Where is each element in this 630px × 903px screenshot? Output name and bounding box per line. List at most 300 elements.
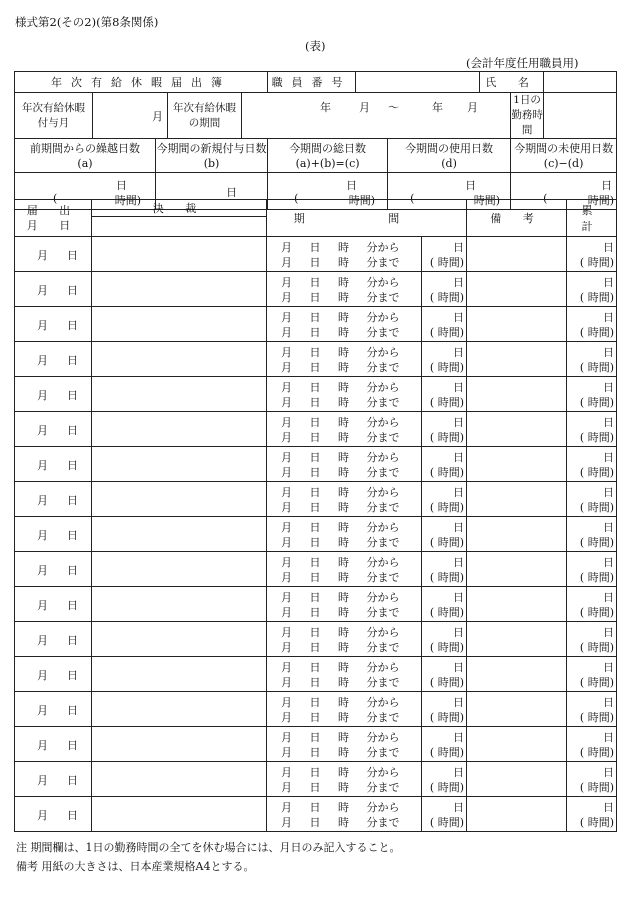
period-cell[interactable] bbox=[267, 797, 422, 832]
request-month: 月 bbox=[37, 774, 48, 787]
cumulative-days: 日 bbox=[603, 626, 614, 639]
period-cell[interactable] bbox=[267, 482, 422, 517]
period-hours: ( 時間) bbox=[429, 361, 464, 374]
cumulative-cell[interactable] bbox=[567, 622, 617, 657]
cumulative-days: 日 bbox=[603, 486, 614, 499]
period-month-1: 月 bbox=[359, 101, 370, 114]
kessai-header-label: 決 裁 bbox=[152, 202, 206, 215]
total-hours: 時間) bbox=[348, 194, 376, 207]
period-hours: ( 時間) bbox=[429, 711, 464, 724]
cumulative-days: 日 bbox=[603, 731, 614, 744]
period-days-cell[interactable] bbox=[422, 622, 467, 657]
period-from: 月 日 時 分から bbox=[281, 241, 400, 254]
employee-category-label: (会計年度任用職員用) bbox=[466, 56, 579, 70]
remarks-cell[interactable] bbox=[467, 447, 567, 482]
period-days: 日 bbox=[453, 556, 464, 569]
request-day: 日 bbox=[67, 354, 78, 367]
daily-hours-field[interactable] bbox=[544, 93, 617, 139]
request-date-cell[interactable] bbox=[15, 377, 92, 412]
bikou-header-label: 備 考 bbox=[490, 212, 543, 225]
cumulative-cell[interactable] bbox=[567, 307, 617, 342]
cumulative-days: 日 bbox=[603, 696, 614, 709]
name-label: 氏 名 bbox=[485, 76, 538, 89]
period-label-1: 年次有給休暇 bbox=[173, 101, 236, 114]
register-title: 年次有給休暇届出簿 bbox=[51, 76, 232, 89]
period-days: 日 bbox=[453, 451, 464, 464]
ledger-row bbox=[15, 482, 617, 517]
period-to: 月 日 時 分まで bbox=[281, 606, 400, 619]
period-hours: ( 時間) bbox=[429, 816, 464, 829]
remarks-cell[interactable] bbox=[467, 762, 567, 797]
name-field[interactable] bbox=[544, 72, 617, 93]
approval-cell[interactable] bbox=[92, 657, 267, 692]
ledger-row bbox=[15, 587, 617, 622]
period-hours: ( 時間) bbox=[429, 746, 464, 759]
ledger-row bbox=[15, 237, 617, 272]
approval-cell[interactable] bbox=[92, 622, 267, 657]
request-day: 日 bbox=[67, 529, 78, 542]
remarks-cell[interactable] bbox=[467, 797, 567, 832]
period-days: 日 bbox=[453, 276, 464, 289]
cumulative-cell[interactable] bbox=[567, 377, 617, 412]
period-field[interactable] bbox=[242, 93, 511, 139]
unused-day-unit: 日 bbox=[601, 179, 613, 192]
cumulative-days: 日 bbox=[603, 381, 614, 394]
period-days-cell[interactable] bbox=[422, 552, 467, 587]
request-date-cell[interactable] bbox=[15, 412, 92, 447]
request-date-cell[interactable] bbox=[15, 237, 92, 272]
period-days: 日 bbox=[453, 626, 464, 639]
cumulative-hours: ( 時間) bbox=[579, 746, 614, 759]
period-from: 月 日 時 分から bbox=[281, 591, 400, 604]
ledger-row bbox=[15, 272, 617, 307]
period-hours: ( 時間) bbox=[429, 781, 464, 794]
cumulative-hours: ( 時間) bbox=[579, 291, 614, 304]
cumulative-days: 日 bbox=[603, 766, 614, 779]
ledger-row bbox=[15, 657, 617, 692]
approval-cell[interactable] bbox=[92, 307, 267, 342]
approval-cell[interactable] bbox=[92, 797, 267, 832]
summary-header-a-sub: (a) bbox=[77, 156, 93, 170]
request-month: 月 bbox=[37, 319, 48, 332]
period-days: 日 bbox=[453, 381, 464, 394]
ledger-table bbox=[14, 199, 617, 832]
period-year-2: 年 bbox=[432, 101, 443, 114]
period-from: 月 日 時 分から bbox=[281, 556, 400, 569]
employee-no-label-cell bbox=[268, 72, 356, 93]
ledger-row bbox=[15, 552, 617, 587]
period-cell[interactable] bbox=[267, 377, 422, 412]
period-cell[interactable] bbox=[267, 272, 422, 307]
ledger-row bbox=[15, 692, 617, 727]
period-from: 月 日 時 分から bbox=[281, 626, 400, 639]
period-hours: ( 時間) bbox=[429, 641, 464, 654]
front-side-label: (表) bbox=[305, 39, 326, 53]
remarks-cell[interactable] bbox=[467, 692, 567, 727]
ledger-row bbox=[15, 342, 617, 377]
employee-no-field[interactable] bbox=[356, 72, 480, 93]
period-to: 月 日 時 分まで bbox=[281, 256, 400, 269]
todoke-header bbox=[15, 200, 92, 237]
period-from: 月 日 時 分から bbox=[281, 311, 400, 324]
kessai-header bbox=[92, 200, 267, 217]
cumulative-hours: ( 時間) bbox=[579, 361, 614, 374]
period-from: 月 日 時 分から bbox=[281, 731, 400, 744]
cumulative-cell[interactable] bbox=[567, 552, 617, 587]
period-cell[interactable] bbox=[267, 552, 422, 587]
summary-header-a-label: 前期間からの繰越日数 bbox=[30, 141, 140, 155]
daily-hours-label-cell bbox=[511, 93, 544, 139]
request-date-cell[interactable] bbox=[15, 622, 92, 657]
request-day: 日 bbox=[67, 249, 78, 262]
unused-paren: ( bbox=[543, 192, 548, 205]
period-hours: ( 時間) bbox=[429, 501, 464, 514]
cumulative-cell[interactable] bbox=[567, 797, 617, 832]
request-day: 日 bbox=[67, 774, 78, 787]
approval-cell[interactable] bbox=[92, 692, 267, 727]
used-paren: ( bbox=[410, 192, 415, 205]
period-days-cell[interactable] bbox=[422, 692, 467, 727]
period-hours: ( 時間) bbox=[429, 571, 464, 584]
period-cell[interactable] bbox=[267, 342, 422, 377]
bikou-header bbox=[467, 200, 567, 237]
period-to: 月 日 時 分まで bbox=[281, 501, 400, 514]
cumulative-days: 日 bbox=[603, 521, 614, 534]
form-number: 様式第2(その2)(第8条関係) bbox=[15, 15, 159, 29]
request-date-cell[interactable] bbox=[15, 342, 92, 377]
remark-text: 備考 用紙の大きさは、日本産業規格A4とする。 bbox=[16, 860, 255, 873]
remarks-cell[interactable] bbox=[467, 587, 567, 622]
remarks-cell[interactable] bbox=[467, 307, 567, 342]
period-to: 月 日 時 分まで bbox=[281, 396, 400, 409]
period-days-cell[interactable] bbox=[422, 762, 467, 797]
cumulative-hours: ( 時間) bbox=[579, 326, 614, 339]
ruikei-header bbox=[567, 200, 617, 237]
period-month-2: 月 bbox=[467, 101, 478, 114]
period-from: 月 日 時 分から bbox=[281, 276, 400, 289]
period-hours: ( 時間) bbox=[429, 326, 464, 339]
ledger-row bbox=[15, 412, 617, 447]
period-days-cell[interactable] bbox=[422, 342, 467, 377]
period-days: 日 bbox=[453, 346, 464, 359]
remarks-cell[interactable] bbox=[467, 272, 567, 307]
request-month: 月 bbox=[37, 389, 48, 402]
request-date-cell[interactable] bbox=[15, 482, 92, 517]
approval-cell[interactable] bbox=[92, 412, 267, 447]
period-to: 月 日 時 分まで bbox=[281, 676, 400, 689]
summary-header-b-label: 今期間の新規付与日数 bbox=[156, 141, 267, 155]
daily-hours-label-2: 勤務時間 bbox=[511, 109, 543, 136]
cumulative-days: 日 bbox=[603, 661, 614, 674]
daily-hours-label-1: 1日の bbox=[513, 94, 541, 106]
request-date-cell[interactable] bbox=[15, 692, 92, 727]
period-cell[interactable] bbox=[267, 447, 422, 482]
period-days-cell[interactable] bbox=[422, 412, 467, 447]
cumulative-hours: ( 時間) bbox=[579, 641, 614, 654]
period-days-cell[interactable] bbox=[422, 587, 467, 622]
request-day: 日 bbox=[67, 319, 78, 332]
cumulative-cell[interactable] bbox=[567, 762, 617, 797]
period-year-1: 年 bbox=[320, 101, 331, 114]
request-day: 日 bbox=[67, 284, 78, 297]
cumulative-cell[interactable] bbox=[567, 727, 617, 762]
cumulative-hours: ( 時間) bbox=[579, 466, 614, 479]
period-days-cell[interactable] bbox=[422, 797, 467, 832]
cumulative-hours: ( 時間) bbox=[579, 256, 614, 269]
grant-month-field[interactable] bbox=[93, 93, 168, 139]
approval-cell[interactable] bbox=[92, 552, 267, 587]
info-table bbox=[14, 71, 617, 210]
period-from: 月 日 時 分から bbox=[281, 346, 400, 359]
kessai-stamp-header bbox=[92, 217, 267, 237]
request-day: 日 bbox=[67, 599, 78, 612]
period-days-cell[interactable] bbox=[422, 517, 467, 552]
period-from: 月 日 時 分から bbox=[281, 486, 400, 499]
remarks-cell[interactable] bbox=[467, 482, 567, 517]
period-cell[interactable] bbox=[267, 517, 422, 552]
period-days: 日 bbox=[453, 766, 464, 779]
approval-cell[interactable] bbox=[92, 517, 267, 552]
period-to: 月 日 時 分まで bbox=[281, 361, 400, 374]
carryover-hours: 時間) bbox=[114, 194, 141, 207]
period-cell[interactable] bbox=[267, 762, 422, 797]
remarks-cell[interactable] bbox=[467, 342, 567, 377]
request-month: 月 bbox=[37, 459, 48, 472]
summary-header-c-label: 今期間の総日数 bbox=[289, 141, 367, 155]
approval-cell[interactable] bbox=[92, 272, 267, 307]
summary-header-e bbox=[511, 139, 617, 173]
cumulative-cell[interactable] bbox=[567, 482, 617, 517]
new-grant-day-unit: 日 bbox=[226, 186, 238, 199]
summary-header-e-label: 今期間の未使用日数 bbox=[514, 141, 614, 155]
remarks-cell[interactable] bbox=[467, 517, 567, 552]
register-title-cell bbox=[15, 72, 268, 93]
kikan-header-label: 期 間 bbox=[293, 212, 440, 225]
period-cell[interactable] bbox=[267, 412, 422, 447]
cumulative-cell[interactable] bbox=[567, 517, 617, 552]
period-to: 月 日 時 分まで bbox=[281, 536, 400, 549]
cumulative-hours: ( 時間) bbox=[579, 816, 614, 829]
cumulative-cell[interactable] bbox=[567, 447, 617, 482]
cumulative-days: 日 bbox=[603, 346, 614, 359]
total-paren: ( bbox=[294, 192, 299, 205]
tsukihi-header-label: 月 日 bbox=[26, 219, 80, 232]
period-days: 日 bbox=[453, 591, 464, 604]
request-date-cell[interactable] bbox=[15, 552, 92, 587]
request-month: 月 bbox=[37, 704, 48, 717]
request-day: 日 bbox=[67, 389, 78, 402]
request-day: 日 bbox=[67, 564, 78, 577]
request-month: 月 bbox=[37, 529, 48, 542]
ledger-row bbox=[15, 377, 617, 412]
request-day: 日 bbox=[67, 634, 78, 647]
period-cell[interactable] bbox=[267, 307, 422, 342]
cumulative-days: 日 bbox=[603, 241, 614, 254]
period-days-cell[interactable] bbox=[422, 447, 467, 482]
request-date-cell[interactable] bbox=[15, 727, 92, 762]
employee-no-label: 職員番号 bbox=[271, 76, 352, 89]
cumulative-hours: ( 時間) bbox=[579, 606, 614, 619]
period-to: 月 日 時 分まで bbox=[281, 641, 400, 654]
period-to: 月 日 時 分まで bbox=[281, 466, 400, 479]
request-month: 月 bbox=[37, 599, 48, 612]
period-to: 月 日 時 分まで bbox=[281, 431, 400, 444]
request-date-cell[interactable] bbox=[15, 657, 92, 692]
cumulative-days: 日 bbox=[603, 416, 614, 429]
approval-cell[interactable] bbox=[92, 237, 267, 272]
approval-cell[interactable] bbox=[92, 762, 267, 797]
period-cell[interactable] bbox=[267, 727, 422, 762]
period-from: 月 日 時 分から bbox=[281, 766, 400, 779]
period-from: 月 日 時 分から bbox=[281, 801, 400, 814]
remarks-cell[interactable] bbox=[467, 727, 567, 762]
period-days: 日 bbox=[453, 801, 464, 814]
approval-cell[interactable] bbox=[92, 342, 267, 377]
request-month: 月 bbox=[37, 564, 48, 577]
remarks-cell[interactable] bbox=[467, 552, 567, 587]
period-hours: ( 時間) bbox=[429, 431, 464, 444]
ledger-row bbox=[15, 517, 617, 552]
cumulative-hours: ( 時間) bbox=[579, 711, 614, 724]
cumulative-cell[interactable] bbox=[567, 587, 617, 622]
period-from: 月 日 時 分から bbox=[281, 661, 400, 674]
cumulative-days: 日 bbox=[603, 591, 614, 604]
request-month: 月 bbox=[37, 249, 48, 262]
period-hours: ( 時間) bbox=[429, 606, 464, 619]
period-days-cell[interactable] bbox=[422, 237, 467, 272]
approval-cell[interactable] bbox=[92, 727, 267, 762]
ledger-row bbox=[15, 797, 617, 832]
remarks-cell[interactable] bbox=[467, 237, 567, 272]
period-to: 月 日 時 分まで bbox=[281, 711, 400, 724]
request-date-cell[interactable] bbox=[15, 587, 92, 622]
request-day: 日 bbox=[67, 494, 78, 507]
todoke-header-label: 届 出 bbox=[26, 204, 80, 217]
period-days: 日 bbox=[453, 416, 464, 429]
ruikei-header-label: 累 計 bbox=[581, 204, 602, 233]
period-days-cell[interactable] bbox=[422, 727, 467, 762]
period-days: 日 bbox=[453, 486, 464, 499]
request-month: 月 bbox=[37, 284, 48, 297]
period-hours: ( 時間) bbox=[429, 466, 464, 479]
cumulative-days: 日 bbox=[603, 556, 614, 569]
request-month: 月 bbox=[37, 424, 48, 437]
cumulative-cell[interactable] bbox=[567, 342, 617, 377]
used-day-unit: 日 bbox=[465, 179, 477, 192]
period-cell[interactable] bbox=[267, 237, 422, 272]
ledger-row bbox=[15, 622, 617, 657]
cumulative-days: 日 bbox=[603, 801, 614, 814]
cumulative-cell[interactable] bbox=[567, 692, 617, 727]
summary-header-a bbox=[15, 139, 156, 173]
ledger-row bbox=[15, 447, 617, 482]
period-hours: ( 時間) bbox=[429, 676, 464, 689]
cumulative-hours: ( 時間) bbox=[579, 781, 614, 794]
request-date-cell[interactable] bbox=[15, 272, 92, 307]
cumulative-days: 日 bbox=[603, 276, 614, 289]
request-date-cell[interactable] bbox=[15, 762, 92, 797]
period-hours: ( 時間) bbox=[429, 396, 464, 409]
note-text: 注 期間欄は、1日の勤務時間の全てを休む場合には、月日のみ記入すること。 bbox=[16, 841, 401, 854]
summary-header-c bbox=[268, 139, 388, 173]
period-tilde: 〜 bbox=[388, 101, 399, 114]
period-days: 日 bbox=[453, 521, 464, 534]
request-date-cell[interactable] bbox=[15, 517, 92, 552]
cumulative-days: 日 bbox=[603, 451, 614, 464]
period-days-cell[interactable] bbox=[422, 272, 467, 307]
remarks-cell[interactable] bbox=[467, 377, 567, 412]
remarks-cell[interactable] bbox=[467, 657, 567, 692]
period-cell[interactable] bbox=[267, 587, 422, 622]
request-day: 日 bbox=[67, 459, 78, 472]
period-days-cell[interactable] bbox=[422, 377, 467, 412]
kikan-header bbox=[267, 200, 467, 237]
period-cell[interactable] bbox=[267, 622, 422, 657]
request-month: 月 bbox=[37, 739, 48, 752]
used-hours: 時間) bbox=[473, 194, 501, 207]
request-date-cell[interactable] bbox=[15, 307, 92, 342]
cumulative-hours: ( 時間) bbox=[579, 536, 614, 549]
ledger-row bbox=[15, 307, 617, 342]
period-days: 日 bbox=[453, 696, 464, 709]
period-days: 日 bbox=[453, 731, 464, 744]
cumulative-cell[interactable] bbox=[567, 272, 617, 307]
period-days: 日 bbox=[453, 311, 464, 324]
approval-cell[interactable] bbox=[92, 377, 267, 412]
cumulative-cell[interactable] bbox=[567, 657, 617, 692]
grant-month-label-1: 年次有給休暇 bbox=[22, 101, 85, 114]
summary-header-d-label: 今期間の使用日数 bbox=[405, 141, 494, 155]
request-month: 月 bbox=[37, 494, 48, 507]
approval-cell[interactable] bbox=[92, 482, 267, 517]
remarks-cell[interactable] bbox=[467, 622, 567, 657]
cumulative-hours: ( 時間) bbox=[579, 501, 614, 514]
approval-cell[interactable] bbox=[92, 587, 267, 622]
period-label-2: の期間 bbox=[188, 116, 221, 129]
period-to: 月 日 時 分まで bbox=[281, 781, 400, 794]
request-day: 日 bbox=[67, 809, 78, 822]
cumulative-cell[interactable] bbox=[567, 412, 617, 447]
request-day: 日 bbox=[67, 739, 78, 752]
carryover-day-unit: 日 bbox=[116, 179, 127, 192]
period-from: 月 日 時 分から bbox=[281, 416, 400, 429]
request-date-cell[interactable] bbox=[15, 447, 92, 482]
ledger-row bbox=[15, 727, 617, 762]
cumulative-hours: ( 時間) bbox=[579, 571, 614, 584]
period-to: 月 日 時 分まで bbox=[281, 571, 400, 584]
cumulative-hours: ( 時間) bbox=[579, 396, 614, 409]
cumulative-days: 日 bbox=[603, 311, 614, 324]
period-cell[interactable] bbox=[267, 657, 422, 692]
summary-header-c-sub: (a)+(b)=(c) bbox=[295, 156, 360, 170]
period-days-cell[interactable] bbox=[422, 482, 467, 517]
summary-header-b-sub: (b) bbox=[203, 156, 220, 170]
period-days-cell[interactable] bbox=[422, 657, 467, 692]
total-day-unit: 日 bbox=[346, 179, 358, 192]
remarks-cell[interactable] bbox=[467, 412, 567, 447]
unused-hours: 時間) bbox=[587, 194, 615, 207]
period-from: 月 日 時 分から bbox=[281, 696, 400, 709]
request-date-cell[interactable] bbox=[15, 797, 92, 832]
period-days-cell[interactable] bbox=[422, 307, 467, 342]
approval-cell[interactable] bbox=[92, 447, 267, 482]
cumulative-cell[interactable] bbox=[567, 237, 617, 272]
period-from: 月 日 時 分から bbox=[281, 521, 400, 534]
request-month: 月 bbox=[37, 809, 48, 822]
request-day: 日 bbox=[67, 704, 78, 717]
request-month: 月 bbox=[37, 354, 48, 367]
period-cell[interactable] bbox=[267, 692, 422, 727]
